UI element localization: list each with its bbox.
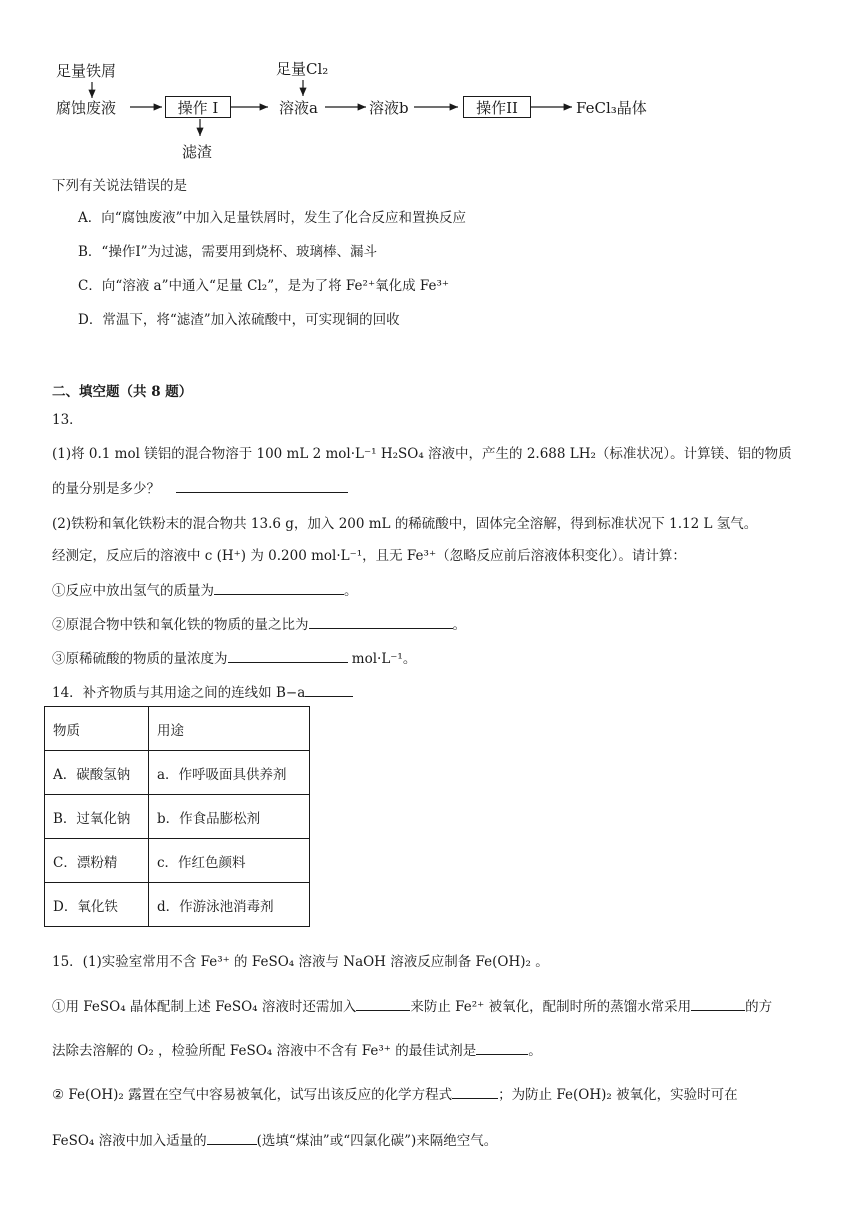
q15-blank-1[interactable] (356, 996, 410, 1011)
solution-b-label: 溶液b (369, 99, 409, 117)
q15-blank-4[interactable] (452, 1084, 498, 1099)
q12-stem: 下列有关说法错误的是 (52, 178, 187, 194)
table-header-substance: 物质 (45, 707, 149, 751)
table-cell: a．作呼吸面具供养剂 (149, 751, 310, 795)
q13-part1-line1: (1)将 0.1 mol 镁铝的混合物溶于 100 mL 2 mol·L⁻¹ H₂SO₄ 溶液中，产生的 2.688 LH₂（标准状况）。计算镁、铝的物质 (52, 446, 792, 462)
flowchart-arrows (0, 0, 860, 170)
q15-line2 (52, 996, 772, 1017)
q13-part2-line2: 经测定，反应后的溶液中 c (H⁺) 为 0.200 mol·L⁻¹，且无 Fe³⁺（忽略反应前后溶液体积变化）。请计算： (52, 548, 686, 564)
table-cell: C．漂粉精 (45, 839, 149, 883)
q15-blank-2[interactable] (691, 996, 745, 1011)
q13-sub2-end: 。 (452, 617, 466, 633)
q12-option-d: D．常温下，将“滤渣”加入浓硫酸中，可实现铜的回收 (78, 312, 400, 328)
q15-line3-text: 法除去溶解的 O₂ ，检验所配 FeSO₄ 溶液中不含有 Fe³⁺ 的最佳试剂是 (52, 1043, 477, 1059)
q13-part1-line2 (52, 478, 348, 499)
operation-2-box: 操作II (463, 96, 531, 118)
residue-label: 滤渣 (182, 143, 213, 161)
q14-stem (52, 682, 353, 703)
q15-line2-text: ①用 FeSO₄ 晶体配制上述 FeSO₄ 溶液时还需加入 (52, 999, 357, 1015)
q13-sub1-text: ①反应中放出氢气的质量为 (52, 583, 214, 599)
q13-sub2-text: ②原混合物中铁和氧化铁的物质的量之比为 (52, 617, 309, 633)
table-cell: B．过氧化钠 (45, 795, 149, 839)
q15-line4-text: ② Fe(OH)₂ 露置在空气中容易被氧化，试写出该反应的化学方程式 (52, 1087, 453, 1103)
q12-option-a: A．向“腐蚀废液”中加入足量铁屑时，发生了化合反应和置换反应 (78, 210, 467, 226)
q13-sub3-text: ③原稀硫酸的物质的量浓度为 (52, 651, 228, 667)
q15-line3-end: 。 (528, 1043, 542, 1059)
table-row (45, 751, 310, 795)
table-header-use: 用途 (149, 707, 310, 751)
q12-option-b: B．“操作Ⅰ”为过滤，需要用到烧杯、玻璃棒、漏斗 (78, 244, 378, 260)
q15-line5-end: (选填“煤油”或“四氯化碳”)来隔绝空气。 (256, 1133, 498, 1149)
solution-a-label: 溶液a (279, 99, 318, 117)
q15-line2-end: 的方 (745, 999, 773, 1015)
q12-option-c: C．向“溶液 a”中通入“足量 Cl₂”，是为了将 Fe²⁺氧化成 Fe³⁺ (78, 278, 450, 294)
q14-answer-blank[interactable] (305, 682, 353, 697)
q15-blank-5[interactable] (207, 1130, 257, 1145)
q15-blank-3[interactable] (476, 1040, 528, 1055)
q15-line3 (52, 1040, 542, 1061)
q15-line4-text-b: ；为防止 Fe(OH)₂ 被氧化，实验时可在 (498, 1087, 738, 1103)
q15-line1: 15．(1)实验室常用不含 Fe³⁺ 的 FeSO₄ 溶液与 NaOH 溶液反应制备 Fe(OH)₂ 。 (52, 954, 549, 970)
q13-number: 13． (52, 412, 83, 428)
q13-sub3-blank[interactable] (228, 648, 348, 663)
q13-sub1-end: 。 (344, 583, 358, 599)
table-cell: D．氧化铁 (45, 883, 149, 927)
q13-sub2-blank[interactable] (309, 614, 453, 629)
reagent-iron-label: 足量铁屑 (56, 62, 117, 80)
q13-part1-answer-blank[interactable] (176, 478, 348, 493)
table-row (45, 795, 310, 839)
product-label: FeCl₃晶体 (576, 99, 647, 117)
waste-liquid-label: 腐蚀废液 (56, 99, 117, 117)
operation-1-box: 操作 I (165, 96, 231, 118)
q13-part1-question: 的量分别是多少？ (52, 481, 160, 497)
q13-sub2 (52, 614, 466, 635)
q14-stem-text: 14．补齐物质与其用途之间的连线如 B−a (52, 685, 306, 701)
reagent-chlorine-label: 足量Cl₂ (276, 60, 329, 78)
q15-line5-text: FeSO₄ 溶液中加入适量的 (52, 1133, 207, 1149)
table-cell: b．作食品膨松剂 (149, 795, 310, 839)
q13-sub1 (52, 580, 358, 601)
section-title: 二、填空题（共 8 题） (52, 384, 193, 400)
q15-line2-text-b: 来防止 Fe²⁺ 被氧化，配制时所的蒸馏水常采用 (410, 999, 692, 1015)
table-cell: d．作游泳池消毒剂 (149, 883, 310, 927)
q15-line5 (52, 1130, 497, 1151)
table-row (45, 883, 310, 927)
q13-part2-line1: (2)铁粉和氧化铁粉末的混合物共 13.6 g，加入 200 mL 的稀硫酸中，固体完全溶解，得到标准状况下 1.12 L 氢气。 (52, 516, 758, 532)
table-cell: c．作红色颜料 (149, 839, 310, 883)
table-cell: A．碳酸氢钠 (45, 751, 149, 795)
q13-sub3-end: mol·L⁻¹。 (347, 651, 417, 667)
substance-use-table (44, 706, 310, 927)
q13-sub1-blank[interactable] (214, 580, 344, 595)
table-header-row (45, 707, 310, 751)
table-row (45, 839, 310, 883)
q13-sub3 (52, 648, 416, 669)
q15-line4 (52, 1084, 738, 1105)
